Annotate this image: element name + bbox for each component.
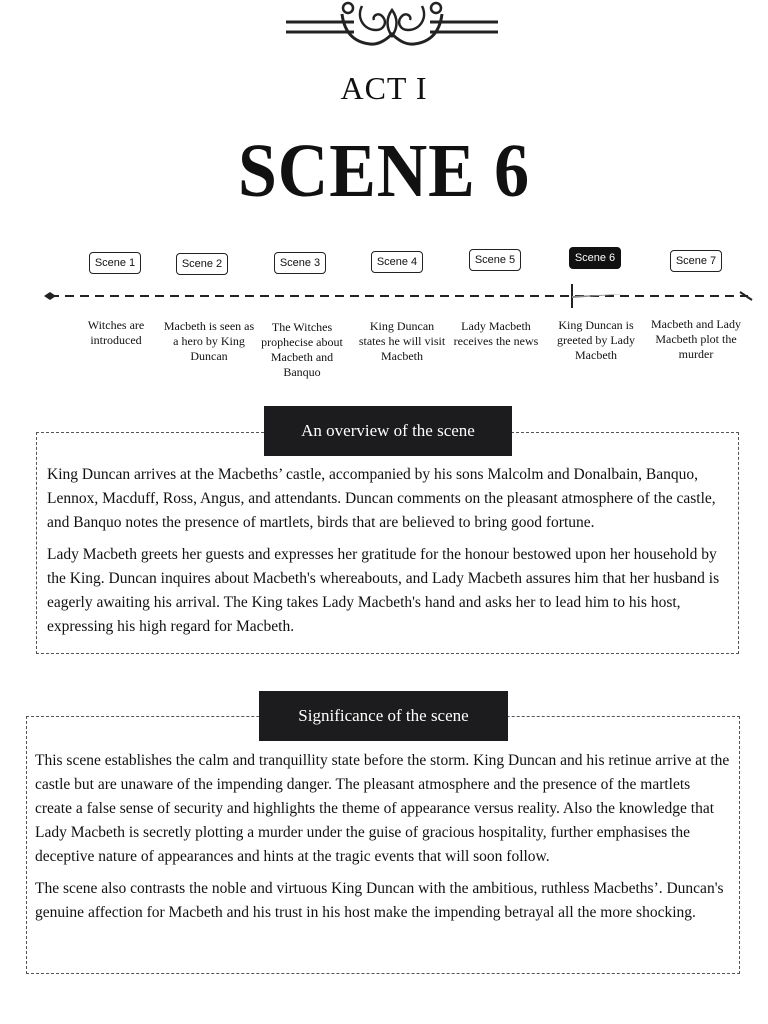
timeline-scene-2: Scene 2 [176, 253, 228, 275]
timeline-scene-5: Scene 5 [469, 249, 521, 271]
overview-paragraph-2: Lady Macbeth greets her guests and expresses her gratitude for the honour bestowed upon her household by the King. Duncan inquires about Macbeth's whereabouts, and Lady Macbeth assures him that her husband is eagerly awaiting his arrival. The King takes Lady Macbeth's hand and asks her to lead him to his host, expressing his high regard for Macbeth. [47, 546, 720, 635]
timeline-scene-7: Scene 7 [670, 250, 722, 272]
timeline-scene-4: Scene 4 [371, 251, 423, 273]
decorative-ornament-icon [282, 0, 502, 52]
timeline-desc-6: King Duncan is greeted by Lady Macbeth [557, 318, 635, 362]
timeline-scene-3: Scene 3 [274, 252, 326, 274]
timeline-scene-6-current: Scene 6 [569, 247, 621, 269]
timeline-desc-3: The Witches prophecise about Macbeth and Banquo [261, 320, 343, 379]
overview-paragraph-1: King Duncan arrives at the Macbeths’ castle, accompanied by his sons Malcolm and Donalbain, Banquo, Lennox, Macduff, Ross, Angus, and attendants. Duncan comments on the pleasant atmosphere of the castle, and Banquo notes the presence of martlets, birds that are believed to bring good fortune. [47, 466, 716, 531]
timeline-desc-7: Macbeth and Lady Macbeth plot the murder [651, 317, 741, 361]
timeline-desc-5: Lady Macbeth receives the news [453, 319, 539, 348]
overview-panel [36, 432, 739, 654]
timeline-desc-2: Macbeth is seen as a hero by King Duncan [163, 319, 255, 363]
act-heading: ACT I [340, 70, 428, 106]
scene-timeline [0, 240, 768, 390]
timeline-desc-1: Witches are introduced [87, 318, 145, 347]
significance-panel [26, 716, 740, 974]
timeline-desc-4: King Duncan states he will visit Macbeth [358, 319, 446, 363]
significance-paragraph-2: The scene also contrasts the noble and virtuous King Duncan with the ambitious, ruthless Macbeths’. Duncan's genuine affection for Macbeth and his trust in his host make the impending betrayal all the more shocking. [35, 880, 724, 921]
significance-paragraph-1: This scene establishes the calm and tranquillity state before the storm. King Duncan and his retinue arrive at the castle but are unaware of the impending danger. The pleasant atmosphere and the presence of the martlets create a false sense of security and highlights the theme of appearance versus reality. Also the knowledge that Lady Macbeth is secretly plotting a murder under the guise of gracious hospitality, further emphasises the deceptive nature of appearances and hints at the tragic events that will soon follow. [35, 752, 730, 865]
timeline-scene-1: Scene 1 [89, 252, 141, 274]
significance-heading: Significance of the scene [259, 691, 508, 741]
scene-title: SCENE 6 [237, 129, 531, 213]
overview-heading: An overview of the scene [264, 406, 512, 456]
